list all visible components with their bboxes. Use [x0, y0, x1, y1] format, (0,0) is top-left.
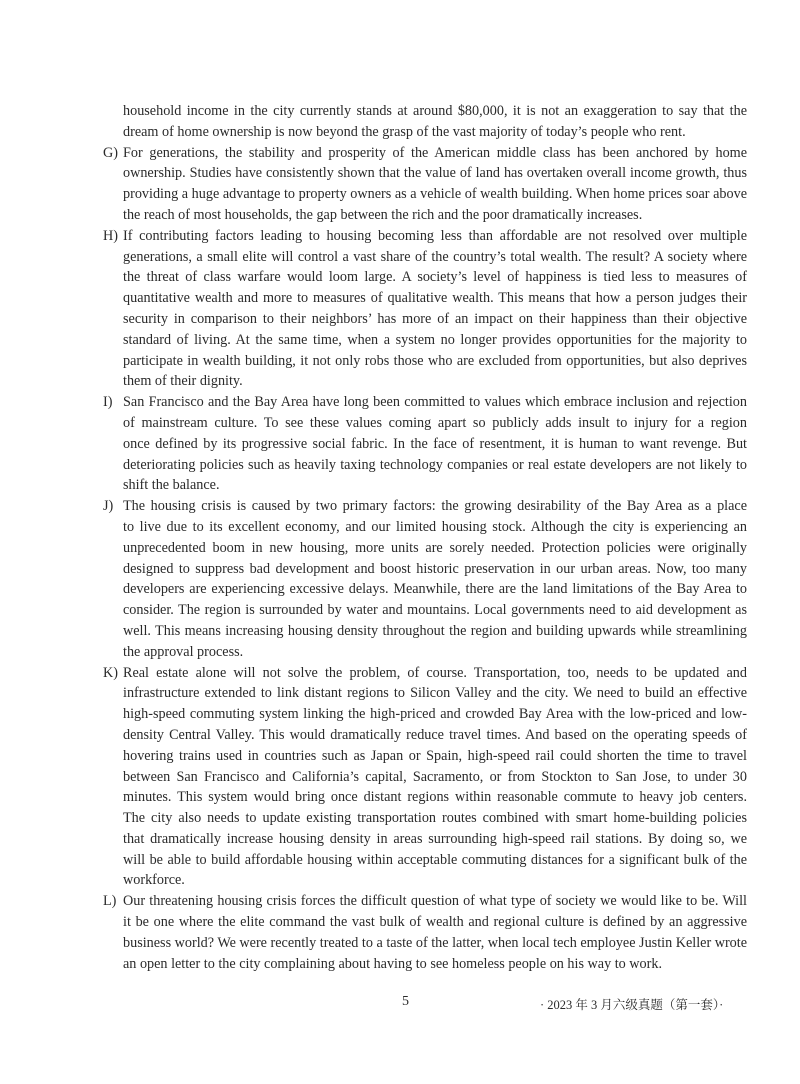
- text-line: hovering trains used in countries such as Japan or Spain, high-speed rail could shorten the time to travel: [123, 747, 747, 764]
- text-line: unprecedented boom in new housing, more units are sorely needed. Protection policies were originally: [123, 539, 747, 556]
- paragraph-k: [103, 663, 747, 892]
- text-line: The housing crisis is caused by two primary factors: the growing desirability of the Bay Area as a place: [123, 498, 747, 515]
- text-line: workforce.: [123, 872, 185, 889]
- text-line: the approval process.: [123, 643, 244, 660]
- text-line: providing a huge advantage to property owners as a vehicle of wealth building. When home prices soar above: [123, 186, 747, 203]
- paragraph-j: [103, 496, 747, 662]
- text-line: density Central Valley. This would dramatically reduce travel times. And based on the operating speeds of: [123, 726, 747, 743]
- text-line: it be one where the elite command the vast bulk of wealth and regional culture is defined by an aggressive: [123, 914, 747, 931]
- text-line: standard of living. At the same time, when a system no longer provides opportunities for the majority to: [123, 331, 747, 348]
- paragraph-i: [103, 392, 747, 496]
- text-line: well. This means increasing housing density throughout the region and building upwards while streamlining: [123, 622, 747, 639]
- paragraph-label: H): [103, 227, 118, 244]
- text-line: that dramatically increase housing density in areas surrounding high-speed rail stations. By doing so, we: [123, 830, 747, 847]
- text-line: them of their dignity.: [123, 373, 243, 390]
- text-line: will be able to build affordable housing within acceptable commuting distances for a significant bulk of the: [123, 851, 747, 868]
- text-line: developers are experiencing excessive delays. Meanwhile, there are the land limitations of the Bay Area to: [123, 581, 747, 598]
- text-line: quantitative wealth and more to measures of qualitative wealth. This means that how a person judges their: [123, 290, 747, 307]
- paragraph-label: I): [103, 394, 113, 411]
- text-line: generations, a small elite will control a vast share of the country’s total wealth. The result? A society where: [123, 248, 747, 265]
- text-line: between San Francisco and California’s capital, Sacramento, or from Stockton to San Jose, to under 30: [123, 768, 747, 785]
- paragraph-label: G): [103, 144, 118, 161]
- text-line: business world? We were recently treated to a taste of the latter, when local tech employee Justin Keller wrote: [123, 934, 747, 951]
- paragraph-label: L): [103, 893, 117, 910]
- paragraph-h: [103, 226, 747, 392]
- text-line: security in comparison to their neighbors’ has more of an impact on their happiness than their objective: [123, 310, 747, 327]
- paragraph-label: K): [103, 664, 118, 681]
- text-line: For generations, the stability and prosperity of the American middle class has been anchored by home: [123, 144, 747, 161]
- text-line: If contributing factors leading to housing becoming less than affordable are not resolved over multiple: [123, 227, 747, 244]
- text-line: to live due to its excellent economy, and our limited housing stock. Although the city is experiencing an: [123, 518, 747, 535]
- text-line: ownership. Studies have consistently shown that the value of land has overtaken overall income growth, thus: [123, 165, 747, 182]
- text-line: once defined by its progressive social fabric. In the face of resentment, it is human to want revenge. But: [123, 435, 747, 452]
- text-line: dream of home ownership is now beyond the grasp of the vast majority of today’s people who rent.: [123, 123, 686, 140]
- document-body: [103, 101, 747, 974]
- exam-title: · 2023 年 3 月六级真题（第一套）·: [540, 998, 724, 1012]
- text-line: an open letter to the city complaining about having to see homeless people on his way to work.: [123, 955, 663, 972]
- text-line: infrastructure extended to link distant regions to Silicon Valley and the city. We need to build an effective: [123, 685, 747, 702]
- text-line: deteriorating policies such as heavily taxing technology companies or real estate developers are not likely to: [123, 456, 747, 473]
- text-line: high-speed commuting system linking the high-priced and crowded Bay Area with the low-priced and low-: [123, 706, 747, 723]
- page-number: 5: [402, 994, 409, 1009]
- text-line: San Francisco and the Bay Area have long been committed to values which embrace inclusion and rejection: [123, 394, 747, 411]
- paragraph-label: J): [103, 498, 114, 515]
- text-line: The city also needs to update existing transportation routes combined with smart home-building policies: [123, 810, 747, 827]
- paragraph-intro: [103, 101, 747, 143]
- text-line: shift the balance.: [123, 477, 220, 494]
- text-line: of mainstream culture. To see these values coming apart so publicly adds insult to injury for a region: [123, 414, 747, 431]
- text-line: participate in wealth building, it not only robs those who are excluded from opportunities, but also deprives: [123, 352, 747, 369]
- paragraph-l: [103, 891, 747, 974]
- text-line: the reach of most households, the gap between the rich and the poor dramatically increases.: [123, 206, 643, 223]
- text-line: consider. The region is surrounded by water and mountains. Local governments need to aid development as: [123, 602, 747, 619]
- paragraph-g: [103, 143, 747, 226]
- text-line: designed to suppress bad development and boost historic preservation in our urban areas. Now, too many: [123, 560, 747, 577]
- text-line: household income in the city currently stands at around $80,000, it is not an exaggeration to say that the: [123, 103, 747, 119]
- text-line: Real estate alone will not solve the problem, of course. Transportation, too, needs to be updated and: [123, 664, 747, 681]
- text-line: the threat of class warfare would loom large. A society’s level of happiness is tied less to measures of: [123, 269, 747, 286]
- text-line: minutes. This system would bring once distant regions within reasonable commute to heavy job centers.: [123, 789, 747, 806]
- text-line: Our threatening housing crisis forces the difficult question of what type of society we would like to be. Will: [123, 893, 747, 910]
